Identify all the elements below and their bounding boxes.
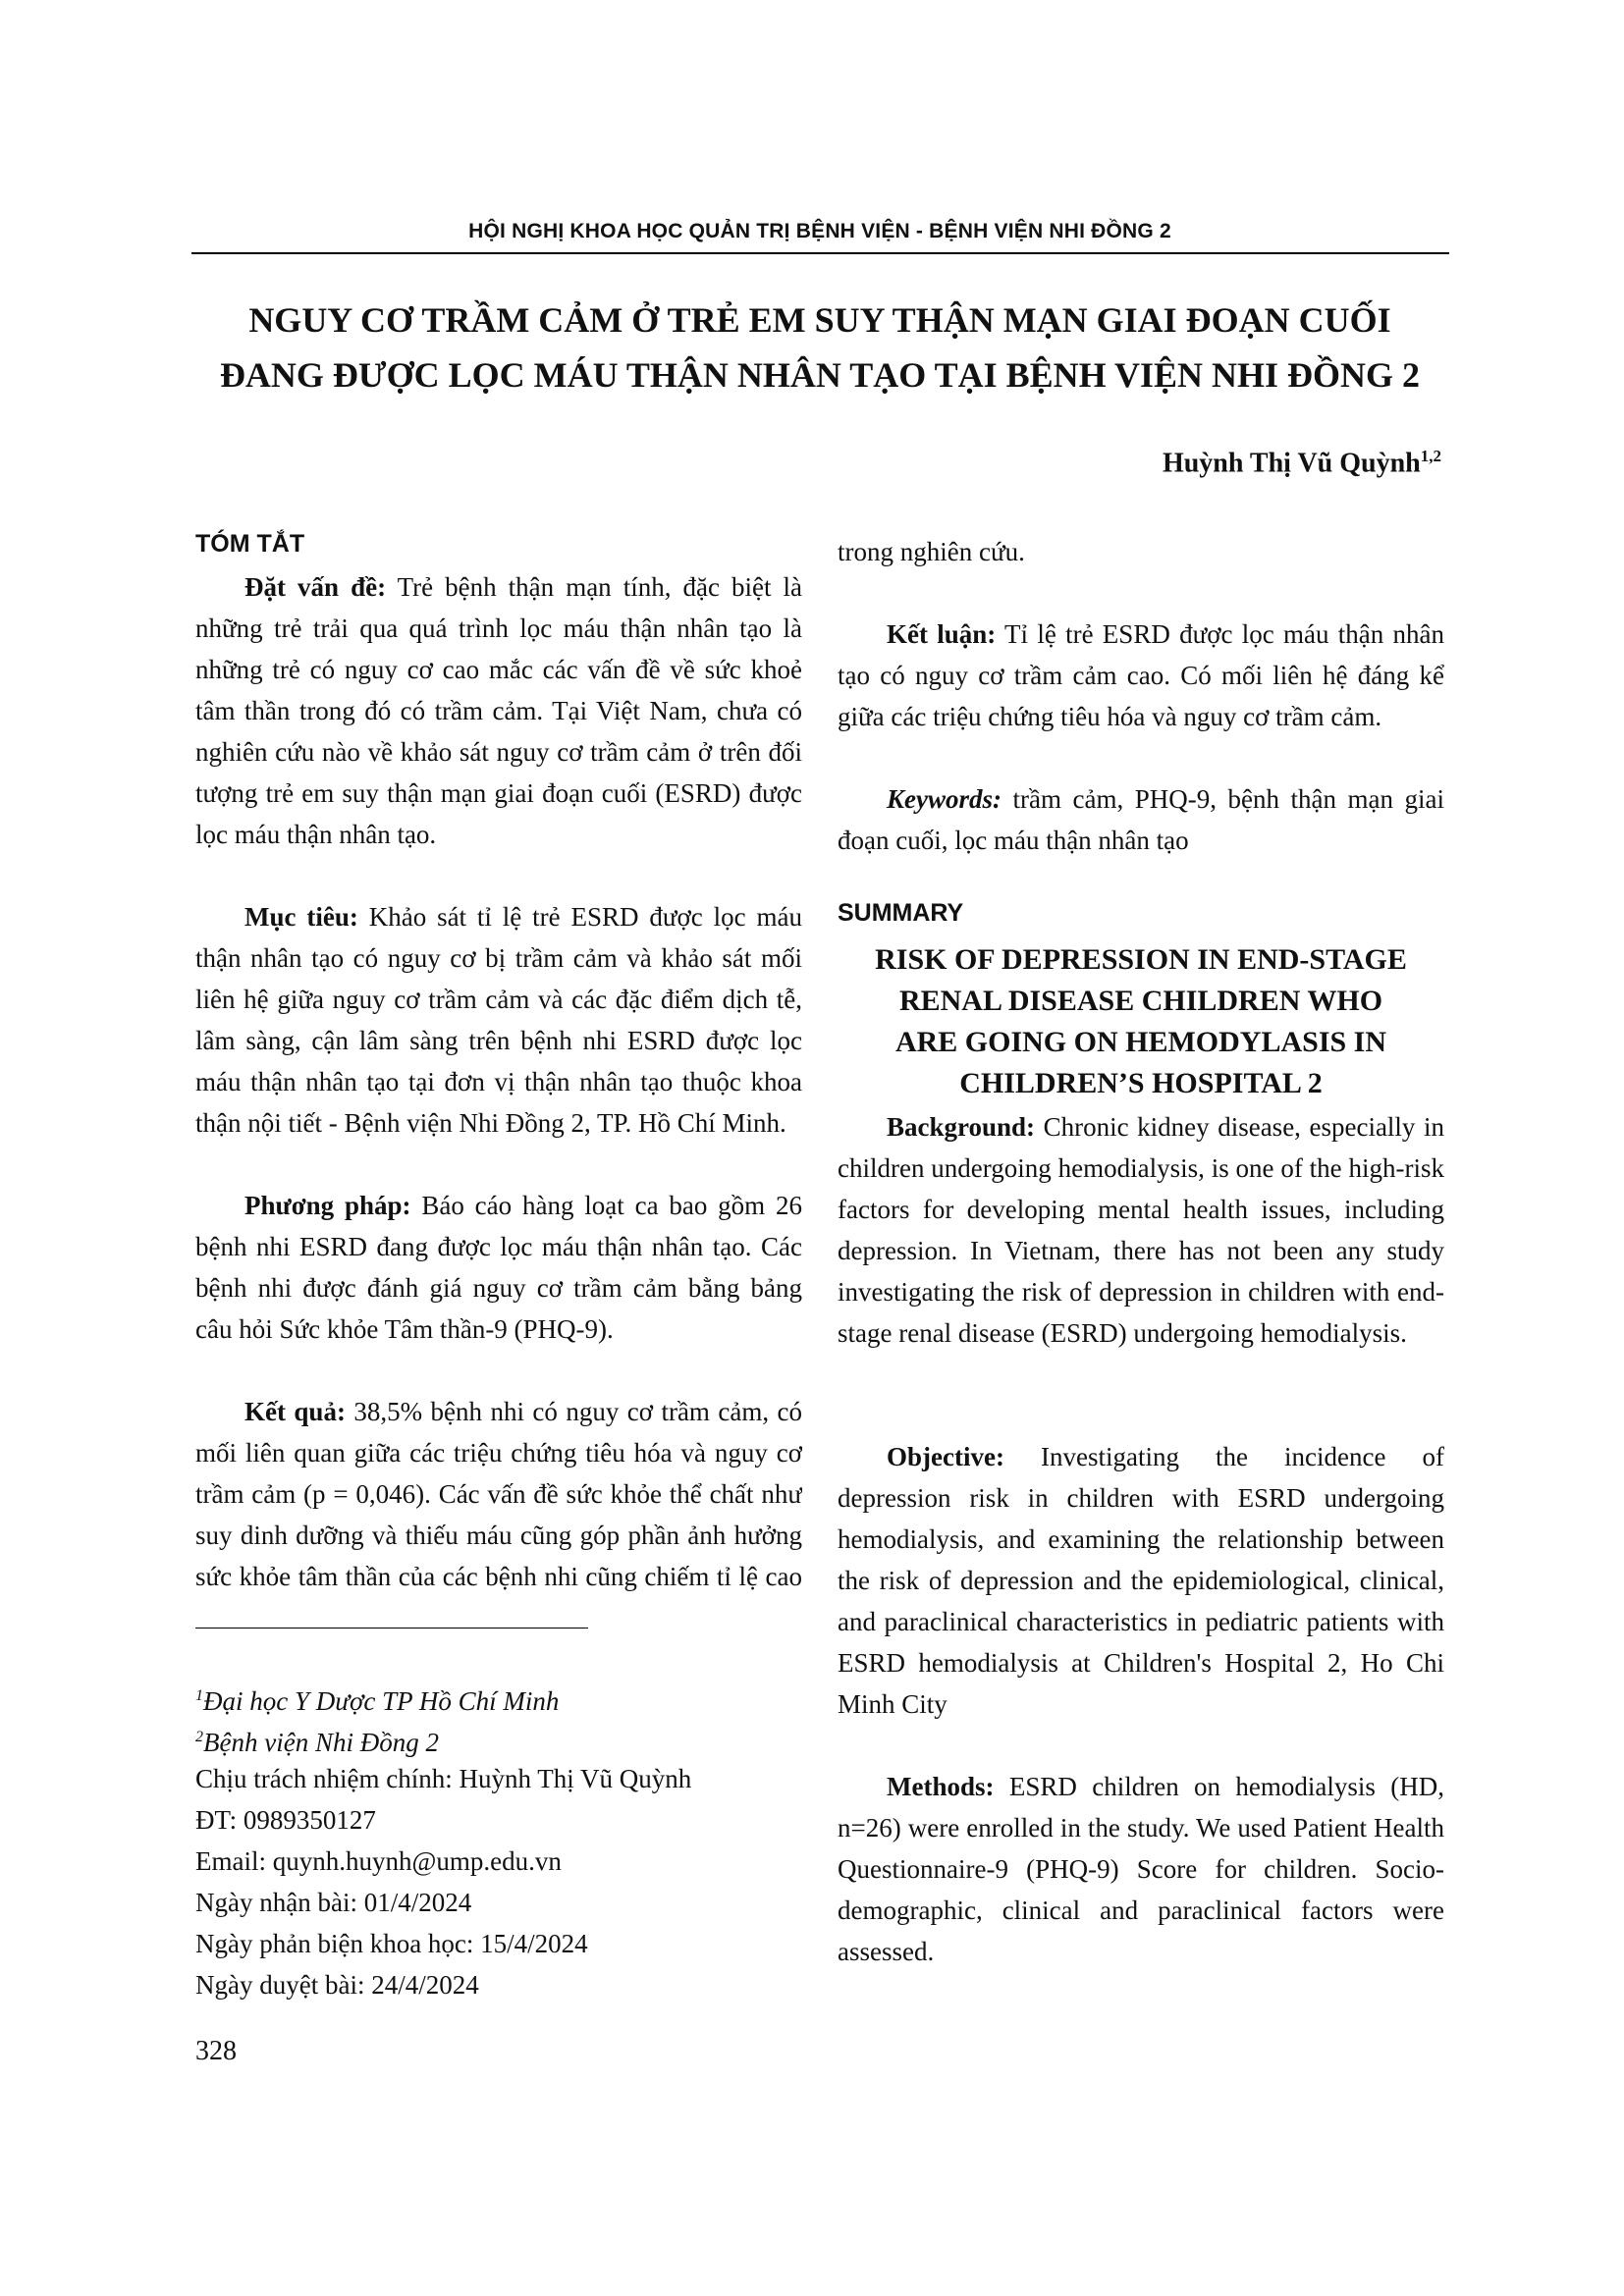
footnote-accepted: Ngày duyệt bài: 24/4/2024 xyxy=(195,1970,479,2000)
en-methods-label: Methods: xyxy=(887,1772,995,1801)
summary-heading: SUMMARY xyxy=(838,899,964,927)
summary-background xyxy=(838,1106,1444,1354)
title-line-2: ĐANG ĐƯỢC LỌC MÁU THẬN NHÂN TẠO TẠI BỆNH VIỆN NHI ĐỒNG 2 xyxy=(219,355,1421,395)
abstract-background xyxy=(195,566,802,855)
abstract-results xyxy=(195,1391,802,1597)
en-background-text: Chronic kidney disease, especially in children undergoing hemodialysis, is one of the high-risk factors for developing mental health issues, including depression. In Vietnam, there has not been any study investigating the risk of depression in children with end-stage renal disease (ESRD) undergoing hemodialysis. xyxy=(838,1112,1444,1348)
abstract-methods xyxy=(195,1185,802,1350)
footnote-affiliation-2: $^2$Bệnh viện Nhi Đồng 2 xyxy=(195,1728,439,1757)
en-objective-text: Investigating the incidence of depression risk in children with ESRD undergoing hemodialysis, and examining the relationship between the risk of depression and the epidemiological, clinical, and paraclinical characteristics in pediatric patients with ESRD hemodialysis at Children's Hospital 2, Ho Chi Minh City xyxy=(838,1442,1444,1719)
keywords-text: trầm cảm, PHQ-9, bệnh thận mạn giai đoạn cuối, lọc máu thận nhân tạo xyxy=(838,784,1444,855)
results-text: 38,5% bệnh nhi có nguy cơ trầm cảm, có mối liên quan giữa các triệu chứng tiêu hóa và nguy cơ trầm cảm (p = 0,046). Các vấn đề sức khỏe thể chất như suy dinh dưỡng và thiếu máu cũng góp phần ảnh hưởng sức khỏe tâm thần của các bệnh nhi cũng chiếm tỉ lệ cao xyxy=(195,1397,802,1591)
methods-label: Phương pháp: xyxy=(244,1191,411,1220)
results-continued: trong nghiên cứu. xyxy=(838,537,1025,566)
en-methods-text: ESRD children on hemodialysis (HD, n=26) were enrolled in the study. We used Patient Health Questionnaire-9 (PHQ-9) Score for children. Socio-demographic, clinical and paraclinical factors were assessed. xyxy=(838,1772,1444,1966)
title-line-1: NGUY CƠ TRẦM CẢM Ở TRẺ EM SUY THẬN MẠN GIAI ĐOẠN CUỐI xyxy=(248,300,1391,340)
footnote-email: Email: quynh.huynh@ump.edu.vn xyxy=(195,1846,562,1876)
background-text: Trẻ bệnh thận mạn tính, đặc biệt là những trẻ trải qua quá trình lọc máu thận nhân tạo là những trẻ có nguy cơ cao mắc các vấn đề về sức khoẻ tâm thần trong đó có trầm cảm. Tại Việt Nam, chưa có nghiên cứu nào về khảo sát nguy cơ trầm cảm ở trên đối tượng trẻ em suy thận mạn giai đoạn cuối (ESRD) được lọc máu thận nhân tạo. xyxy=(195,572,802,849)
paper-title xyxy=(147,293,1492,402)
author-affiliation-sup: 1,2 xyxy=(1420,447,1441,465)
results-label: Kết quả: xyxy=(244,1397,346,1426)
page-number: 328 xyxy=(195,2036,237,2066)
abstract-objective xyxy=(195,896,802,1144)
background-label: Đặt vấn đề: xyxy=(244,572,387,602)
header-rule xyxy=(191,252,1449,254)
footnote-responsible: Chịu trách nhiệm chính: Huỳnh Thị Vũ Quỳnh xyxy=(195,1764,692,1793)
abstract-heading: TÓM TẮT xyxy=(195,530,305,558)
conclusion-text: Tỉ lệ trẻ ESRD được lọc máu thận nhân tạo có nguy cơ trầm cảm cao. Có mối liên hệ đáng kể giữa các triệu chứng tiêu hóa và nguy cơ trầm cảm. xyxy=(838,619,1444,731)
en-objective-label: Objective: xyxy=(887,1442,1004,1471)
abstract-keywords xyxy=(838,778,1444,861)
author-line xyxy=(1163,447,1441,479)
footnote-received: Ngày nhận bài: 01/4/2024 xyxy=(195,1888,472,1917)
summary-methods xyxy=(838,1766,1444,1972)
running-header: HỘI NGHỊ KHOA HỌC QUẢN TRỊ BỆNH VIỆN - BỆNH VIỆN NHI ĐỒNG 2 xyxy=(468,220,1171,242)
methods-text: Báo cáo hàng loạt ca bao gồm 26 bệnh nhi ESRD đang được lọc máu thận nhân tạo. Các bệnh nhi được đánh giá nguy cơ trầm cảm bằng bảng câu hỏi Sức khỏe Tâm thần-9 (PHQ-9). xyxy=(195,1191,803,1344)
footnote-affiliation-1: $^1$Đại học Y Dược TP Hồ Chí Minh xyxy=(195,1686,560,1716)
footnote-reviewed: Ngày phản biện khoa học: 15/4/2024 xyxy=(195,1929,588,1958)
author-name: Huỳnh Thị Vũ Quỳnh xyxy=(1162,448,1421,479)
english-title: RISK OF DEPRESSION IN END-STAGE RENAL DISEASE CHILDREN WHO ARE GOING ON HEMODYLASIS IN CHILDREN’S HOSPITAL 2 xyxy=(875,943,1407,1099)
footnote-rule xyxy=(195,1628,588,1629)
footnote-phone: ĐT: 0989350127 xyxy=(195,1805,376,1835)
objective-label: Mục tiêu: xyxy=(244,902,358,932)
keywords-label: Keywords: xyxy=(887,784,1001,814)
objective-text: Khảo sát tỉ lệ trẻ ESRD được lọc máu thận nhân tạo có nguy cơ bị trầm cảm và khảo sát mối liên hệ giữa nguy cơ trầm cảm và các đặc điểm dịch tễ, lâm sàng, cận lâm sàng trên bệnh nhi ESRD được lọc máu thận nhân tạo tại đơn vị thận nhân tạo thuộc khoa thận nội tiết - Bệnh viện Nhi Đồng 2, TP. Hồ Chí Minh. xyxy=(195,902,802,1138)
summary-objective xyxy=(838,1436,1444,1725)
abstract-conclusion xyxy=(838,614,1444,737)
en-background-label: Background: xyxy=(887,1112,1036,1142)
conclusion-label: Kết luận: xyxy=(887,619,997,649)
